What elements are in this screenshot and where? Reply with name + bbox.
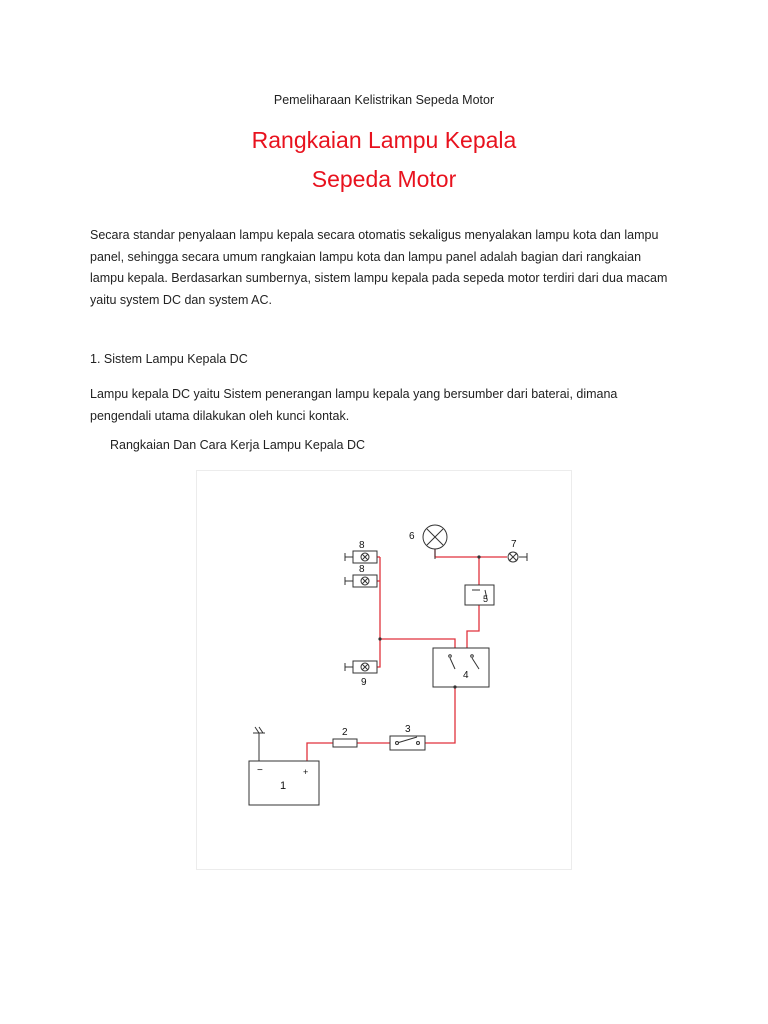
circuit-diagram: [196, 470, 572, 870]
section-heading: 1. Sistem Lampu Kepala DC: [90, 352, 248, 366]
main-switch: [390, 736, 425, 750]
page-title-line-1: Rangkaian Lampu Kepala: [251, 127, 517, 153]
dc-paragraph: [90, 384, 670, 427]
label-battery: 1: [280, 780, 287, 792]
position-lamp-bottom: [353, 575, 377, 587]
position-lamp-top: [353, 551, 377, 563]
label-position-lamp-bottom: 8: [359, 564, 365, 575]
label-headlamp: 6: [409, 531, 415, 542]
battery-minus-label: −: [257, 765, 263, 776]
dimmer-switch: [465, 585, 494, 605]
light-switch: [433, 648, 489, 687]
label-high-beam-indicator: 7: [511, 539, 517, 550]
label-panel-lamp: 9: [361, 677, 367, 688]
panel-lamp: [353, 661, 377, 673]
label-fuse: 2: [342, 727, 348, 738]
label-main-switch: 3: [405, 724, 411, 735]
headlamp: [423, 525, 447, 549]
intro-paragraph: [90, 225, 670, 311]
figure-caption: Rangkaian Dan Cara Kerja Lampu Kepala DC: [110, 438, 366, 452]
fuse: [333, 739, 357, 747]
battery-plus-label: +: [303, 767, 309, 777]
circuit-diagram-svg: [197, 471, 573, 871]
label-light-switch: 4: [463, 670, 469, 681]
page-title-line-2: Sepeda Motor: [311, 166, 457, 192]
intro-line: Secara standar penyalaan lampu kepala secara otomatis sekaligus menyalakan lampu kota dan lampu: [90, 228, 659, 242]
intro-line: panel, sehingga secara umum rangkaian lampu kota dan lampu panel adalah bagian dari rangkaian: [90, 249, 642, 264]
dc-line: Lampu kepala DC yaitu Sistem penerangan lampu kepala yang bersumber dari baterai, dimana: [90, 387, 618, 401]
high-beam-indicator: [508, 552, 518, 562]
label-position-lamp-top: 8: [359, 540, 365, 551]
intro-line: yaitu system DC dan system AC.: [90, 292, 273, 307]
document-header: Pemeliharaan Kelistrikan Sepeda Motor: [273, 93, 495, 107]
dc-line: pengendali utama dilakukan oleh kunci kontak.: [90, 408, 350, 423]
intro-line: lampu kepala. Berdasarkan sumbernya, sistem lampu kepala pada sepeda motor terdiri dari dua macam: [90, 271, 668, 285]
label-dimmer-switch: 5: [483, 594, 489, 604]
